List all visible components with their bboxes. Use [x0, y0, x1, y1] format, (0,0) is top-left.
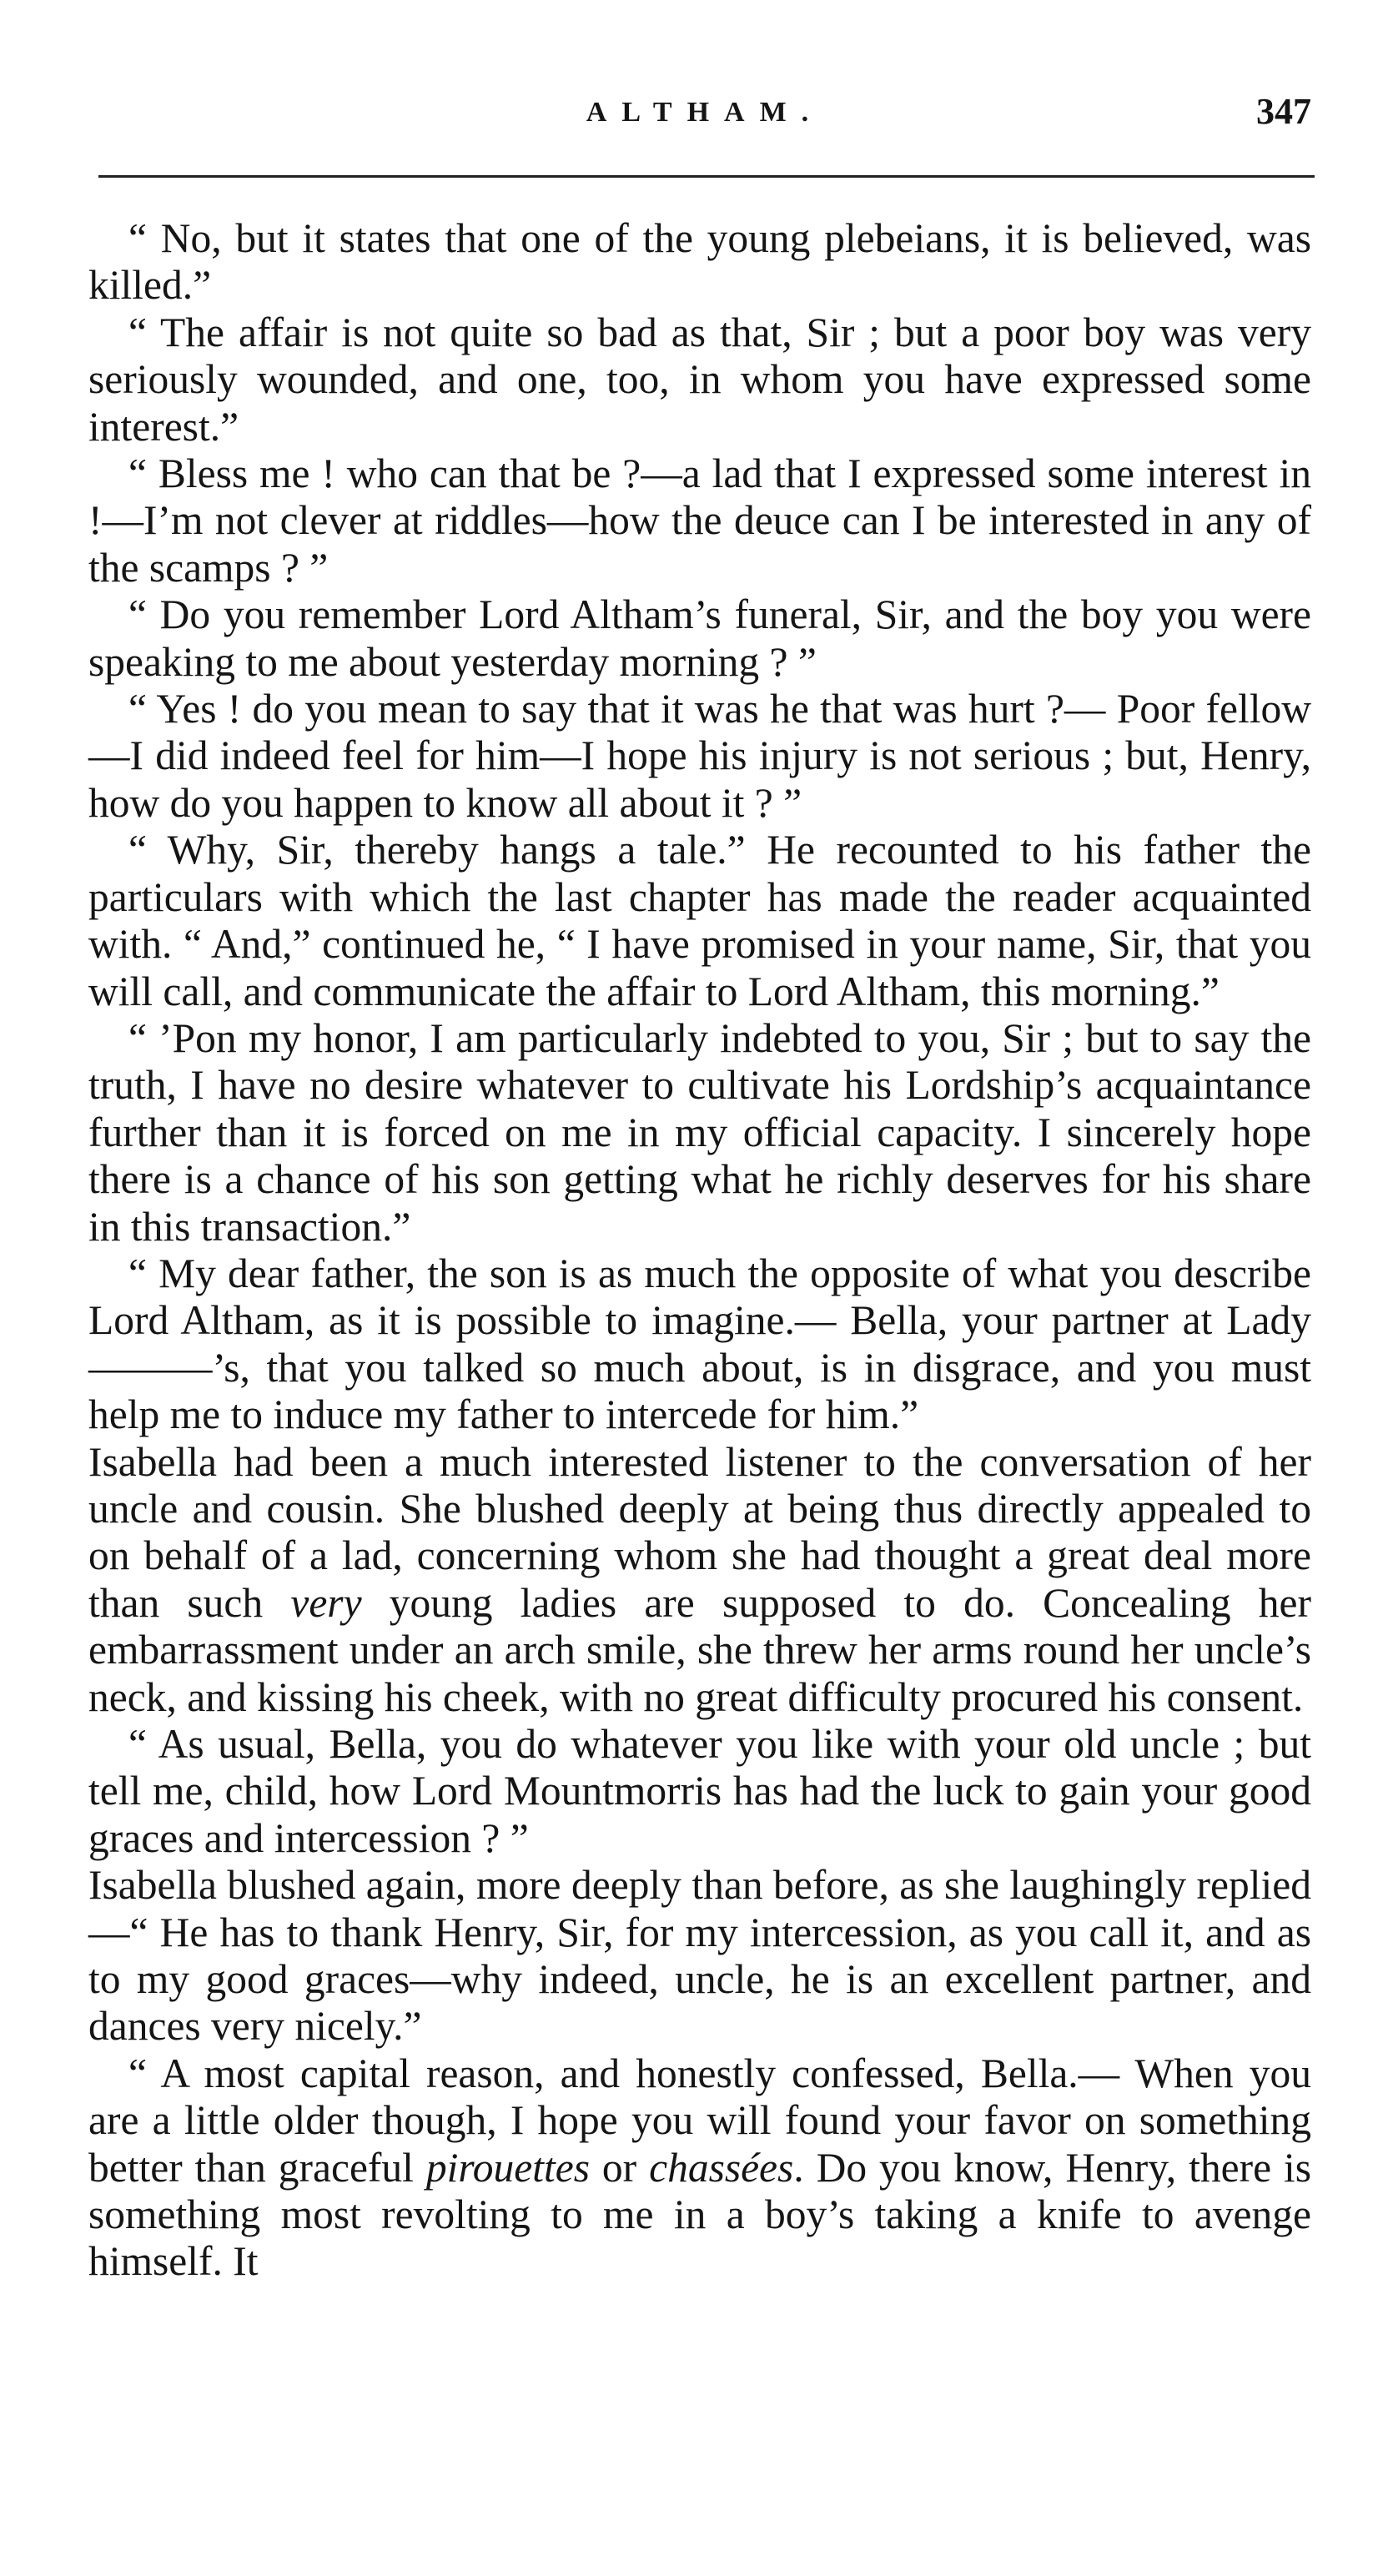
- paragraph-9-text-b: young ladies are supposed to do. Concealing her embarrassment under an arch smile, she threw her arms round her uncle’s neck, and kissing his cheek, with no great difficulty procured his consent.: [88, 1579, 1311, 1720]
- paragraph-2: “ The affair is not quite so bad as that, Sir ; but a poor boy was very seriously wounded, and one, too, in whom you have expressed some interest.”: [88, 309, 1311, 450]
- paragraph-12-emphasis-b: chassées: [649, 2144, 794, 2191]
- paragraph-12-text-a: “ A most capital reason, and honestly confessed, Bella.— When you are a little older though, I hope you will found your favor on something better than graceful: [88, 2050, 1311, 2191]
- paragraph-3: “ Bless me ! who can that be ?—a lad that I expressed some interest in !—I’m not clever at riddles—how the deuce can I be interested in any of the scamps ? ”: [88, 450, 1311, 591]
- paragraph-12: [88, 2050, 1311, 2286]
- paragraph-8: “ My dear father, the son is as much the opposite of what you describe Lord Altham, as it is possible to imagine.— Bella, your partner at Lady ———’s, that you talked so much about, is in disgrace, and you must help me to induce my father to intercede for him.”: [88, 1250, 1311, 1438]
- paragraph-4: “ Do you remember Lord Altham’s funeral, Sir, and the boy you were speaking to me about yesterday morning ? ”: [88, 591, 1311, 685]
- running-head: [92, 90, 1318, 148]
- paragraph-7: “ ’Pon my honor, I am particularly indebted to you, Sir ; but to say the truth, I have no desire whatever to cultivate his Lordship’s acquaintance further than it is forced on me in my official capacity. I sincerely hope there is a chance of his son getting what he richly deserves for his share in this transaction.”: [88, 1014, 1311, 1250]
- paragraph-11: Isabella blushed again, more deeply than before, as she laughingly replied—“ He has to thank Henry, Sir, for my intercession, as you call it, and as to my good graces—why indeed, uncle, he is an excellent partner, and dances very nicely.”: [88, 1862, 1311, 2050]
- paragraph-10: “ As usual, Bella, you do whatever you like with your old uncle ; but tell me, child, how Lord Mountmorris has had the luck to gain your good graces and intercession ? ”: [88, 1721, 1311, 1861]
- paragraph-9-emphasis: very: [290, 1579, 362, 1626]
- paragraph-12-emphasis-a: pirouettes: [425, 2144, 590, 2191]
- paragraph-9: [88, 1439, 1311, 1721]
- paragraph-1: “ No, but it states that one of the young plebeians, it is believed, was killed.”: [88, 215, 1311, 309]
- paragraph-12-text-b: or: [589, 2144, 650, 2191]
- paragraph-12-text-c: . Do you know, Henry, there is something most revolting to me in a boy’s taking a knife to avenge himself. It: [88, 2144, 1311, 2285]
- header-rule: [98, 175, 1315, 178]
- running-title: ALTHAM.: [586, 97, 824, 128]
- paragraph-9-text-a: Isabella had been a much interested listener to the conversation of her uncle and cousin. She blushed deeply at being thus directly appealed to on behalf of a lad, concerning whom she had thought a great deal more than such: [88, 1438, 1311, 1626]
- page-number: 347: [1256, 91, 1311, 132]
- paragraph-6: “ Why, Sir, thereby hangs a tale.” He recounted to his father the particulars with which the last chapter has made the reader acquainted with. “ And,” continued he, “ I have promised in your name, Sir, that you will call, and communicate the affair to Lord Altham, this morning.”: [88, 827, 1311, 1014]
- paragraph-5: “ Yes ! do you mean to say that it was he that was hurt ?— Poor fellow—I did indeed feel for him—I hope his injury is not serious ; but, Henry, how do you happen to know all about it ? ”: [88, 686, 1311, 826]
- body-text: [88, 215, 1311, 2286]
